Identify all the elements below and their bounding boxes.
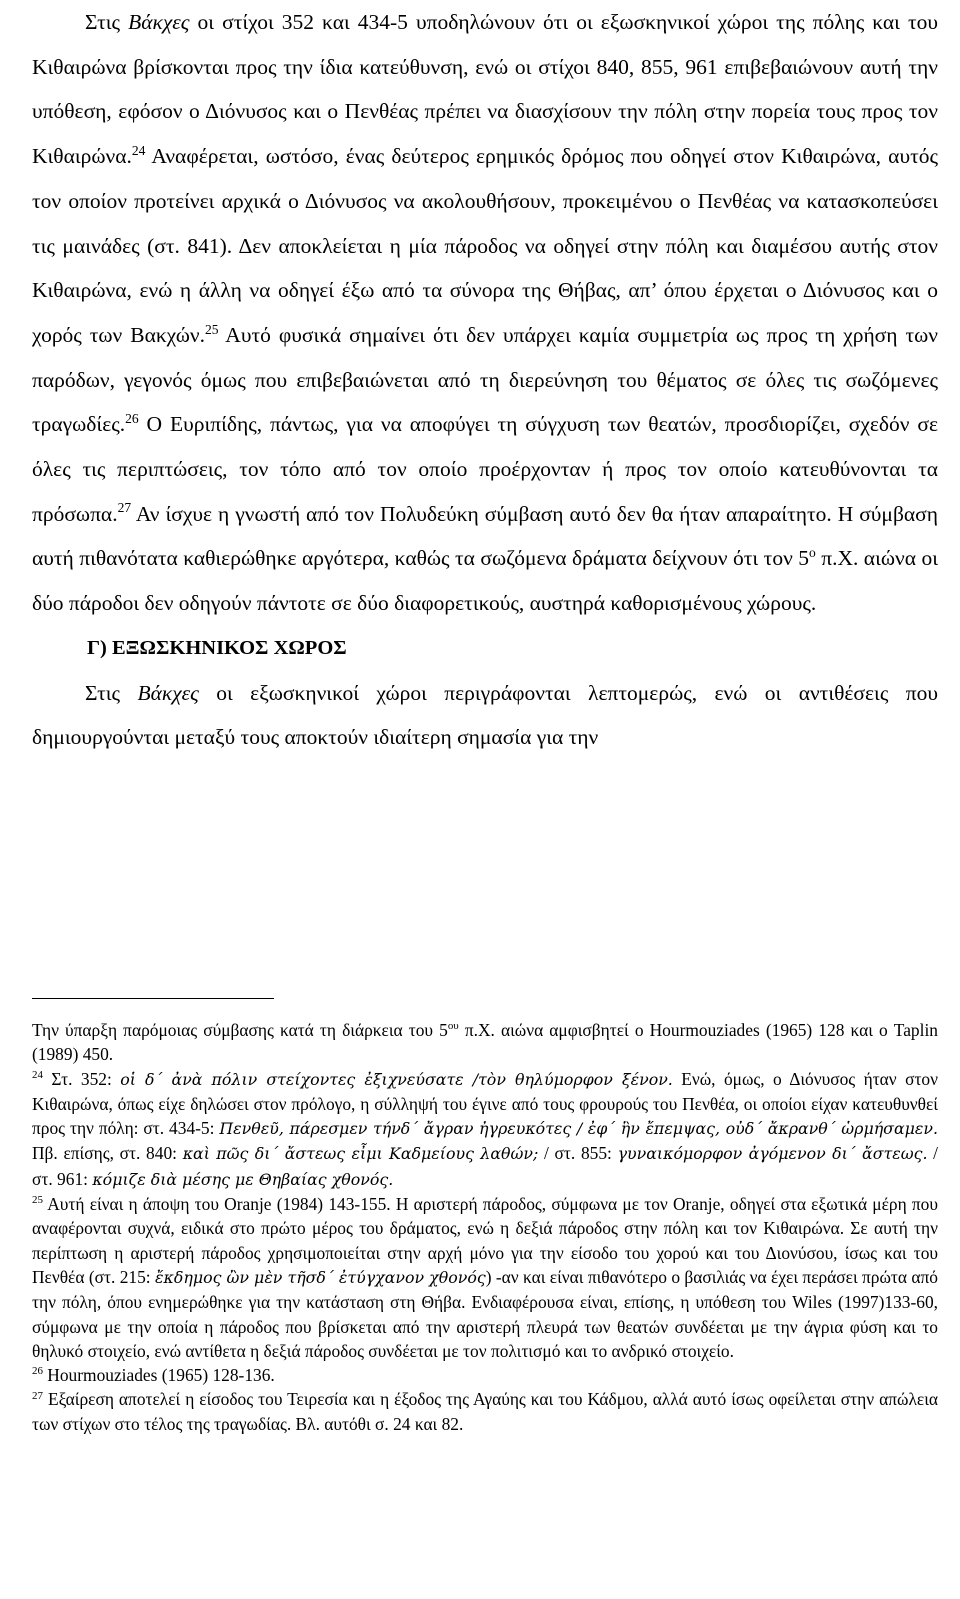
greek-quote: Πενθεῦ, πάρεσμεν τήνδ΄ ἄγραν ἠγρευκότες / ἐφ΄ ἣν ἔπεμψας, οὐδ΄ ἄκρανθ΄ ὡρμήσαμεν. (219, 1119, 938, 1139)
italic-title: Βάκχες (128, 10, 190, 34)
footnote-separator (32, 998, 274, 999)
text-run: Αν ίσχυε η γνωστή από τον Πολυδεύκη σύμβαση αυτό δεν θα ήταν απαραίτητο. Η σύμβαση αυτή πιθανότατα καθιερώθηκε αργότερα, καθώς τα σωζόμενα δράματα δείχνουν ότι τον 5 (32, 501, 938, 571)
text-run: Ενώ, όμως, ο Διόνυσος ήταν στον Κιθαιρώνα, όπως είχε δηλώσει στον πρόλογο, η σύλληψή του έγινε από τους φρουρούς του Πενθέα, οι οποίοι είχαν κατευθυνθεί προς την πόλη: στ. 434-5: (32, 1068, 938, 1139)
text-run: Πβ. επίσης, στ. 840: (32, 1143, 183, 1164)
superscript: ου (447, 1020, 459, 1033)
text-run: Στις (85, 10, 129, 34)
text-run: Αυτό φυσικά σημαίνει ότι δεν υπάρχει καμία συμμετρία ως προς τη χρήση των παρόδων, γεγονός όμως που επιβεβαιώνεται από τη διερεύνηση του θέματος σε όλες τις σωζόμενες τραγωδίες. (32, 322, 938, 437)
text-run: Αναφέρεται, ωστόσο, ένας δεύτερος ερημικός δρόμος που οδηγεί στον Κιθαιρώνα, αυτός τον οποίον προτείνει αρχικά ο Διόνυσος να ακολουθήσουν, προκειμένου ο Πενθέας να κατασκοπεύσει τις μαινάδες (στ. 841). Δεν αποκλείεται η μία πάροδος να οδηγεί στην πόλη και διαμέσου αυτής στον Κιθαιρώνα, ενώ η άλλη να οδηγεί έξω από τα σύνορα της Θήβας, απ’ όπου έρχεται ο Διόνυσος και ο χορός των Βακχών. (32, 144, 938, 347)
text-run: Ο Ευριπίδης, πάντως, για να αποφύγει τη σύγχυση των θεατών, προσδιορίζει, σχεδόν σε όλες τις περιπτώσεις, τον τόπο από τον οποίο προέρχονταν ή προς τον οποίο κατευθύνονται τα πρόσωπα. (32, 412, 938, 526)
section-heading: Γ) ΕΞΩΣΚΗΝΙΚΟΣ ΧΩΡΟΣ (87, 636, 347, 659)
footnote-ref-25: 25 (205, 321, 219, 337)
text-run: Hourmouziades (1965) 128-136. (42, 1365, 275, 1386)
footnote-number: 26 (32, 1365, 43, 1378)
text-run: / στ. 961: (32, 1143, 939, 1189)
footnote-number: 25 (32, 1194, 43, 1207)
footnote-number: 27 (32, 1389, 43, 1402)
text-run: π.Χ. αιώνα αμφισβητεί ο Hourmouziades (1965) 128 και ο Taplin (1989) 450. (32, 1020, 938, 1065)
greek-quote: κόμιζε διὰ μέσης με Θηβαίας χθονός. (92, 1169, 394, 1189)
superscript: ο (809, 545, 816, 561)
main-text (32, 0, 938, 760)
paragraph-2 (32, 671, 938, 760)
footnote-ref-27: 27 (117, 500, 132, 516)
paragraph-1 (32, 0, 938, 626)
footnotes (32, 1018, 938, 1436)
footnote-ref-24: 24 (131, 142, 146, 158)
text-run: Αυτή είναι η άποψη του Oranje (1984) 143-155. Η αριστερή πάροδος, σύμφωνα με τον Oranje, οδηγεί στα εξωτικά μέρη που αναφέρονται συχνά, ειδικά στο πρώτο μέρος του δράματος, ενώ η δεξιά πάροδος στην πόλη και τον Κιθαιρώνα. Σε αυτή την περίπτωση η αριστερή πάροδος χρησιμοποιείται στην αρχή μόνο για την είσοδο του χορού και του Διονύσου, ίσως και του Πενθέα (στ. 215: (32, 1194, 938, 1287)
text-run: Την ύπαρξη παρόμοιας σύμβασης κατά τη διάρκεια του 5 (32, 1020, 448, 1040)
text-run: π.Χ. αιώνα οι δύο πάροδοι δεν οδηγούν πάντοτε σε δύο διαφορετικούς, αυστηρά καθορισμένους χώρους. (32, 546, 938, 616)
greek-quote: οἱ δ΄ ἀνὰ πόλιν στείχοντες ἐξιχνεύσατε /τὸν θηλύμορφον ξένον. (120, 1069, 673, 1089)
text-run: ) -αν και είναι πιθανότερο ο βασιλιάς να έχει περάσει πρώτα από την πόλη, όπου ενημερώθηκε για την κατάσταση στη Θήβα. Ενδιαφέρουσα είναι, επίσης, η υπόθεση του Wiles (1997)133-60, σύμφωνα με την οποία η πάροδος που βρίσκεται από την αριστερή πλευρά των θεατών συνδέεται με την άγρια φύση και το θηλυκό στοιχείο, ενώ αντίθετα η δεξιά πάροδος συνδέεται με τον πολιτισμό και το ανδρικό στοιχείο. (32, 1266, 938, 1361)
italic-title: Βάκχες (137, 680, 199, 705)
text-run: Στις (85, 680, 138, 705)
text-run: οι εξωσκηνικοί χώροι περιγράφονται λεπτομερώς, ενώ οι αντιθέσεις που δημιουργούνται μεταξύ τους αποκτούν ιδιαίτερη σημασία για την (32, 680, 938, 750)
footnote-26 (32, 1363, 938, 1387)
footnote-ref-26: 26 (125, 410, 139, 426)
text-run: οι στίχοι 352 και 434-5 υποδηλώνουν ότι οι εξωσκηνικοί χώροι της πόλης και του Κιθαιρώνα βρίσκονται προς την ίδια κατεύθυνση, ενώ οι στίχοι 840, 855, 961 επιβεβαιώνουν αυτή την υπόθεση, εφόσον ο Διόνυσος και ο Πενθέας πρέπει να διασχίσουν την πόλη στην πορεία τους προς τον Κιθαιρώνα. (32, 10, 938, 169)
footnote-24 (32, 1067, 938, 1192)
footnote-number: 24 (32, 1068, 43, 1081)
footnote-27 (32, 1387, 938, 1436)
footnote-continuation (32, 1018, 938, 1067)
text-run: / στ. 855: (538, 1143, 618, 1164)
greek-quote: ἔκδημος ὢν μὲν τῆσδ΄ ἐτύγχανον χθονός (155, 1267, 486, 1287)
footnote-25 (32, 1192, 938, 1363)
text-run: Στ. 352: (42, 1068, 121, 1089)
text-run: Εξαίρεση αποτελεί η είσοδος του Τειρεσία και η έξοδος της Αγαύης και του Κάδμου, αλλά αυτό ίσως οφείλεται στην απώλεια των στίχων στο τέλος της τραγωδίας. Βλ. αυτόθι σ. 24 και 82. (32, 1389, 938, 1434)
greek-quote: γυναικόμορφον ἀγόμενον δι΄ ἄστεως. (617, 1144, 928, 1164)
greek-quote: καὶ πῶς δι΄ ἄστεως εἶμι Καδμείους λαθών; (182, 1144, 539, 1164)
